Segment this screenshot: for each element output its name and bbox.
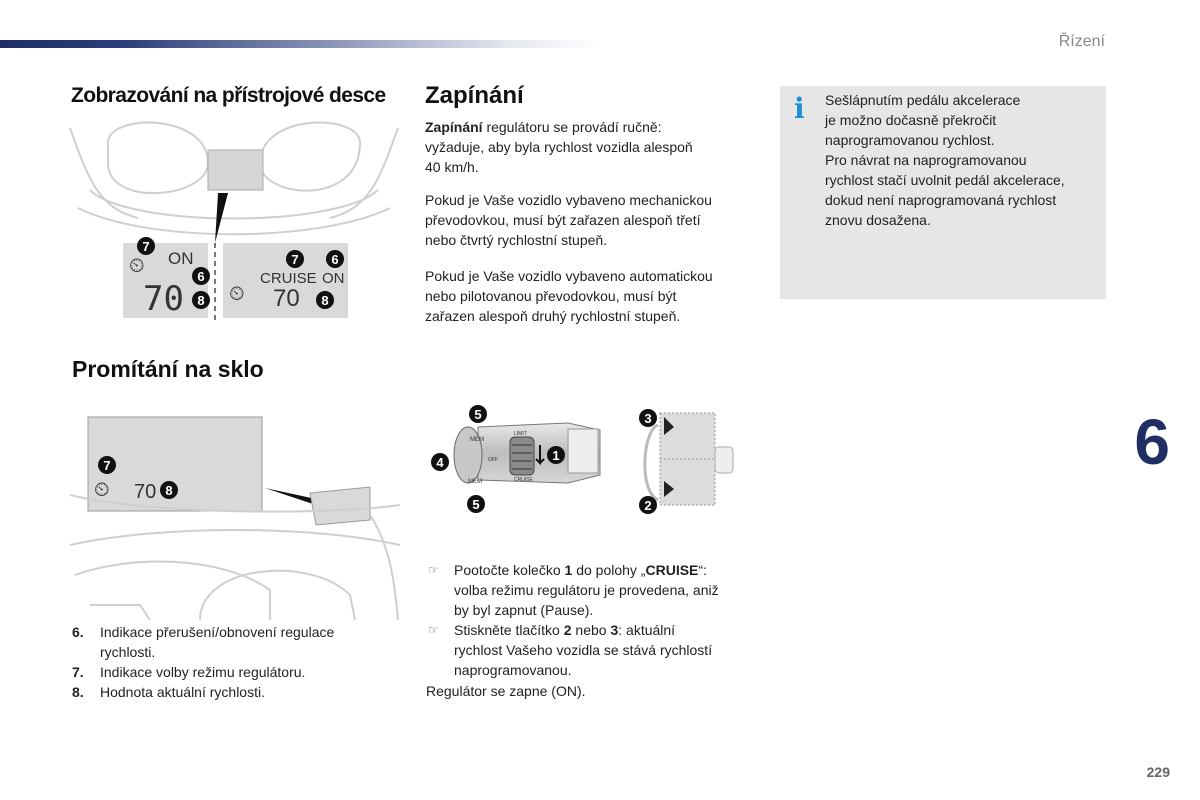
svg-text:2: 2: [644, 498, 652, 513]
display-mode: CRUISE: [260, 270, 317, 287]
svg-text:LIMIT: LIMIT: [514, 431, 527, 437]
svg-text:MEM: MEM: [470, 437, 484, 443]
activation-paragraph-1: Zapínání regulátoru se provádí ručně: vyžaduje, aby byla rychlost vozidla alespoň 40 km/h.: [425, 119, 693, 175]
info-icon: i: [794, 92, 805, 125]
svg-text:MEM: MEM: [468, 479, 482, 485]
arrow-bullet-icon: ☞: [428, 623, 439, 637]
svg-text:1: 1: [552, 448, 560, 463]
gauge-icon: ⏲: [129, 255, 145, 277]
callout-badge: [547, 446, 565, 464]
hud-heading: Promítání na sklo: [72, 356, 264, 382]
callout-badge: [639, 409, 657, 427]
svg-text:CRUISE: CRUISE: [514, 477, 533, 483]
callout-badge: [469, 405, 487, 423]
gauge-icon: ⏲: [94, 479, 110, 501]
callouts-stalk: [0, 0, 760, 530]
display-status: ON: [322, 270, 345, 287]
hud-speed: 70: [134, 481, 157, 503]
activation-heading: Zapínání: [425, 82, 524, 109]
svg-text:7: 7: [291, 252, 299, 267]
display-speed: 70: [143, 279, 184, 319]
svg-text:8: 8: [321, 293, 329, 308]
list-item: 7. Indikace volby režimu regulátoru.: [72, 664, 306, 680]
activation-paragraph-2: Pokud je Vaše vozidlo vybaveno mechanickou převodovkou, musí být zařazen alespoň třetí nebo čtvrtý rychlostní stupeň.: [425, 192, 712, 248]
list-item: ☞ Pootočte kolečko 1 do polohy „CRUISE“: volba režimu regulátoru je provedena, aniž by byl zapnut (Pause).: [428, 562, 719, 618]
svg-text:6: 6: [331, 252, 339, 267]
callout-badge: [639, 496, 657, 514]
display-status: ON: [168, 249, 194, 268]
page-number: 229: [1146, 764, 1170, 780]
activation-paragraph-3: Pokud je Vaše vozidlo vybaveno automatickou nebo pilotovanou převodovkou, musí být zařazen alespoň druhý rychlostní stupeň.: [425, 268, 713, 324]
activation-result: Regulátor se zapne (ON).: [426, 683, 586, 699]
instrument-panel-heading: Zobrazování na přístrojové desce: [71, 84, 386, 107]
arrow-bullet-icon: ☞: [428, 563, 439, 577]
svg-text:7: 7: [142, 239, 150, 254]
display-speed: 70: [273, 285, 300, 312]
section-name: Řízení: [1058, 33, 1105, 50]
list-item: 6. Indikace přerušení/obnovení regulace rychlosti.: [72, 624, 335, 660]
callout-badge: [467, 495, 485, 513]
svg-text:5: 5: [474, 407, 482, 422]
svg-text:4: 4: [436, 455, 444, 470]
svg-text:8: 8: [197, 293, 205, 308]
gauge-icon: ⏲: [229, 283, 245, 305]
activation-steps: [426, 560, 756, 680]
list-item: 8. Hodnota aktuální rychlosti.: [72, 684, 265, 700]
svg-text:8: 8: [165, 483, 173, 498]
svg-text:3: 3: [644, 411, 652, 426]
svg-text:5: 5: [472, 497, 480, 512]
svg-text:OFF: OFF: [488, 457, 498, 463]
callout-badge: [431, 453, 449, 471]
hud-legend: [72, 622, 392, 702]
list-item: ☞ Stiskněte tlačítko 2 nebo 3: aktuální rychlost Vašeho vozidla se stává rychlostí naprogramovanou.: [428, 622, 713, 678]
info-text: Sešlápnutím pedálu akcelerace je možno dočasně překročit naprogramovanou rychlost. Pro návrat na naprogramovanou rychlost stačí uvolnit pedál akcelerace, dokud není naprogramovaná rychlost znovu dosažena.: [825, 92, 1065, 228]
svg-text:7: 7: [103, 458, 111, 473]
chapter-number: 6: [1134, 406, 1170, 478]
svg-text:6: 6: [197, 269, 205, 284]
